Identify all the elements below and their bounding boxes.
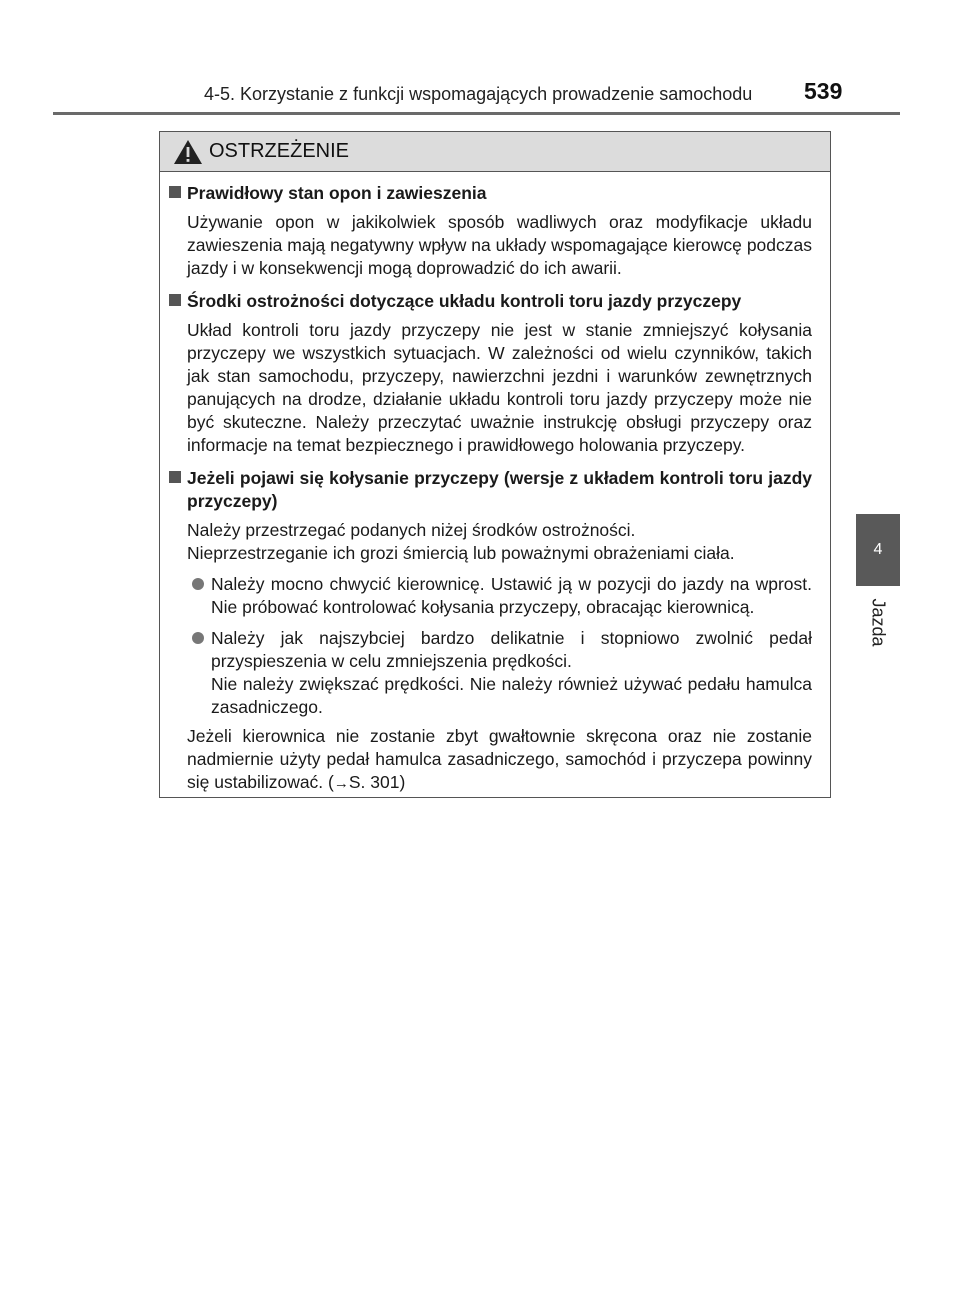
section-title: Jeżeli pojawi się kołysanie przyczepy (wersje z układem kontroli toru jazdy przyczepy) — [187, 468, 812, 511]
reference-arrow-icon: → — [333, 775, 349, 792]
section-closing — [187, 725, 812, 795]
section-trailer-sway-control — [167, 290, 812, 457]
square-bullet-icon — [169, 186, 181, 198]
page-reference: S. 301) — [348, 772, 406, 792]
closing-text: Jeżeli kierownica nie zostanie zbyt gwałtownie skręcona oraz nie zostanie nadmiernie użyty pedał hamulca zasadniczego, samochód i przyczepa powinny się ustabilizować. ( — [187, 726, 812, 792]
square-bullet-icon — [169, 294, 181, 306]
section-trailer-sway — [167, 467, 812, 795]
header-divider — [53, 112, 900, 115]
round-bullet-icon — [192, 632, 204, 644]
intro-line-2: Nieprzestrzeganie ich grozi śmiercią lub poważnymi obrażeniami ciała. — [187, 543, 735, 563]
bullet-text: Należy jak najszybciej bardzo delikatnie i stopniowo zwolnić pedał przyspieszenia w celu zmniejszenia prędkości. — [211, 628, 812, 671]
bullet-item — [211, 573, 812, 619]
section-tire-suspension — [167, 182, 812, 280]
page-number: 539 — [804, 78, 843, 104]
section-text: Używanie opon w jakikolwiek sposób wadliwych oraz modyfikacje układu zawieszenia mają negatywny wpływ na układy wspomagające kierowcę podczas jazdy i w konsekwencji mogą doprowadzić do ich awarii. — [187, 212, 812, 278]
bullet-item — [211, 627, 812, 719]
bullet-text: Nie należy zwiększać prędkości. Nie należy również używać pedału hamulca zasadniczego. — [211, 674, 812, 717]
warning-box — [159, 131, 831, 798]
chapter-number: 4 — [873, 541, 883, 558]
bullet-text: Należy mocno chwycić kierownicę. Ustawić ją w pozycji do jazdy na wprost. Nie próbować kontrolować kołysania przyczepy, obracając kierownicą. — [211, 574, 812, 617]
round-bullet-icon — [192, 578, 204, 590]
intro-line-1: Należy przestrzegać podanych niżej środków ostrożności. — [187, 520, 636, 540]
chapter-label-text: Jazda — [868, 597, 889, 647]
section-intro — [187, 519, 812, 565]
warning-body — [160, 172, 830, 795]
square-bullet-icon — [169, 471, 181, 483]
page-header-title: 4-5. Korzystanie z funkcji wspomagających prowadzenie samochodu — [204, 84, 753, 104]
section-title: Prawidłowy stan opon i zawieszenia — [187, 183, 487, 203]
warning-header — [160, 132, 830, 172]
section-title: Środki ostrożności dotyczące układu kontroli toru jazdy przyczepy — [187, 291, 742, 311]
chapter-tab — [856, 514, 900, 586]
section-text: Układ kontroli toru jazdy przyczepy nie jest w stanie zmniejszyć kołysania przyczepy we wszystkich sytuacjach. W zależności od wielu czynników, takich jak stan samochodu, przyczepy, nawierzchni jezdni i warunków zewnętrznych panujących na drodze, działanie układu kontroli toru jazdy przyczepy może nie być skuteczne. Należy przeczytać uważnie instrukcję obsługi przyczepy oraz informacje na temat bezpiecznego i prawidłowego holowania przyczepy. — [187, 320, 812, 455]
chapter-label — [859, 592, 897, 652]
warning-title: OSTRZEŻENIE — [209, 140, 350, 162]
warning-triangle-icon — [173, 139, 203, 165]
